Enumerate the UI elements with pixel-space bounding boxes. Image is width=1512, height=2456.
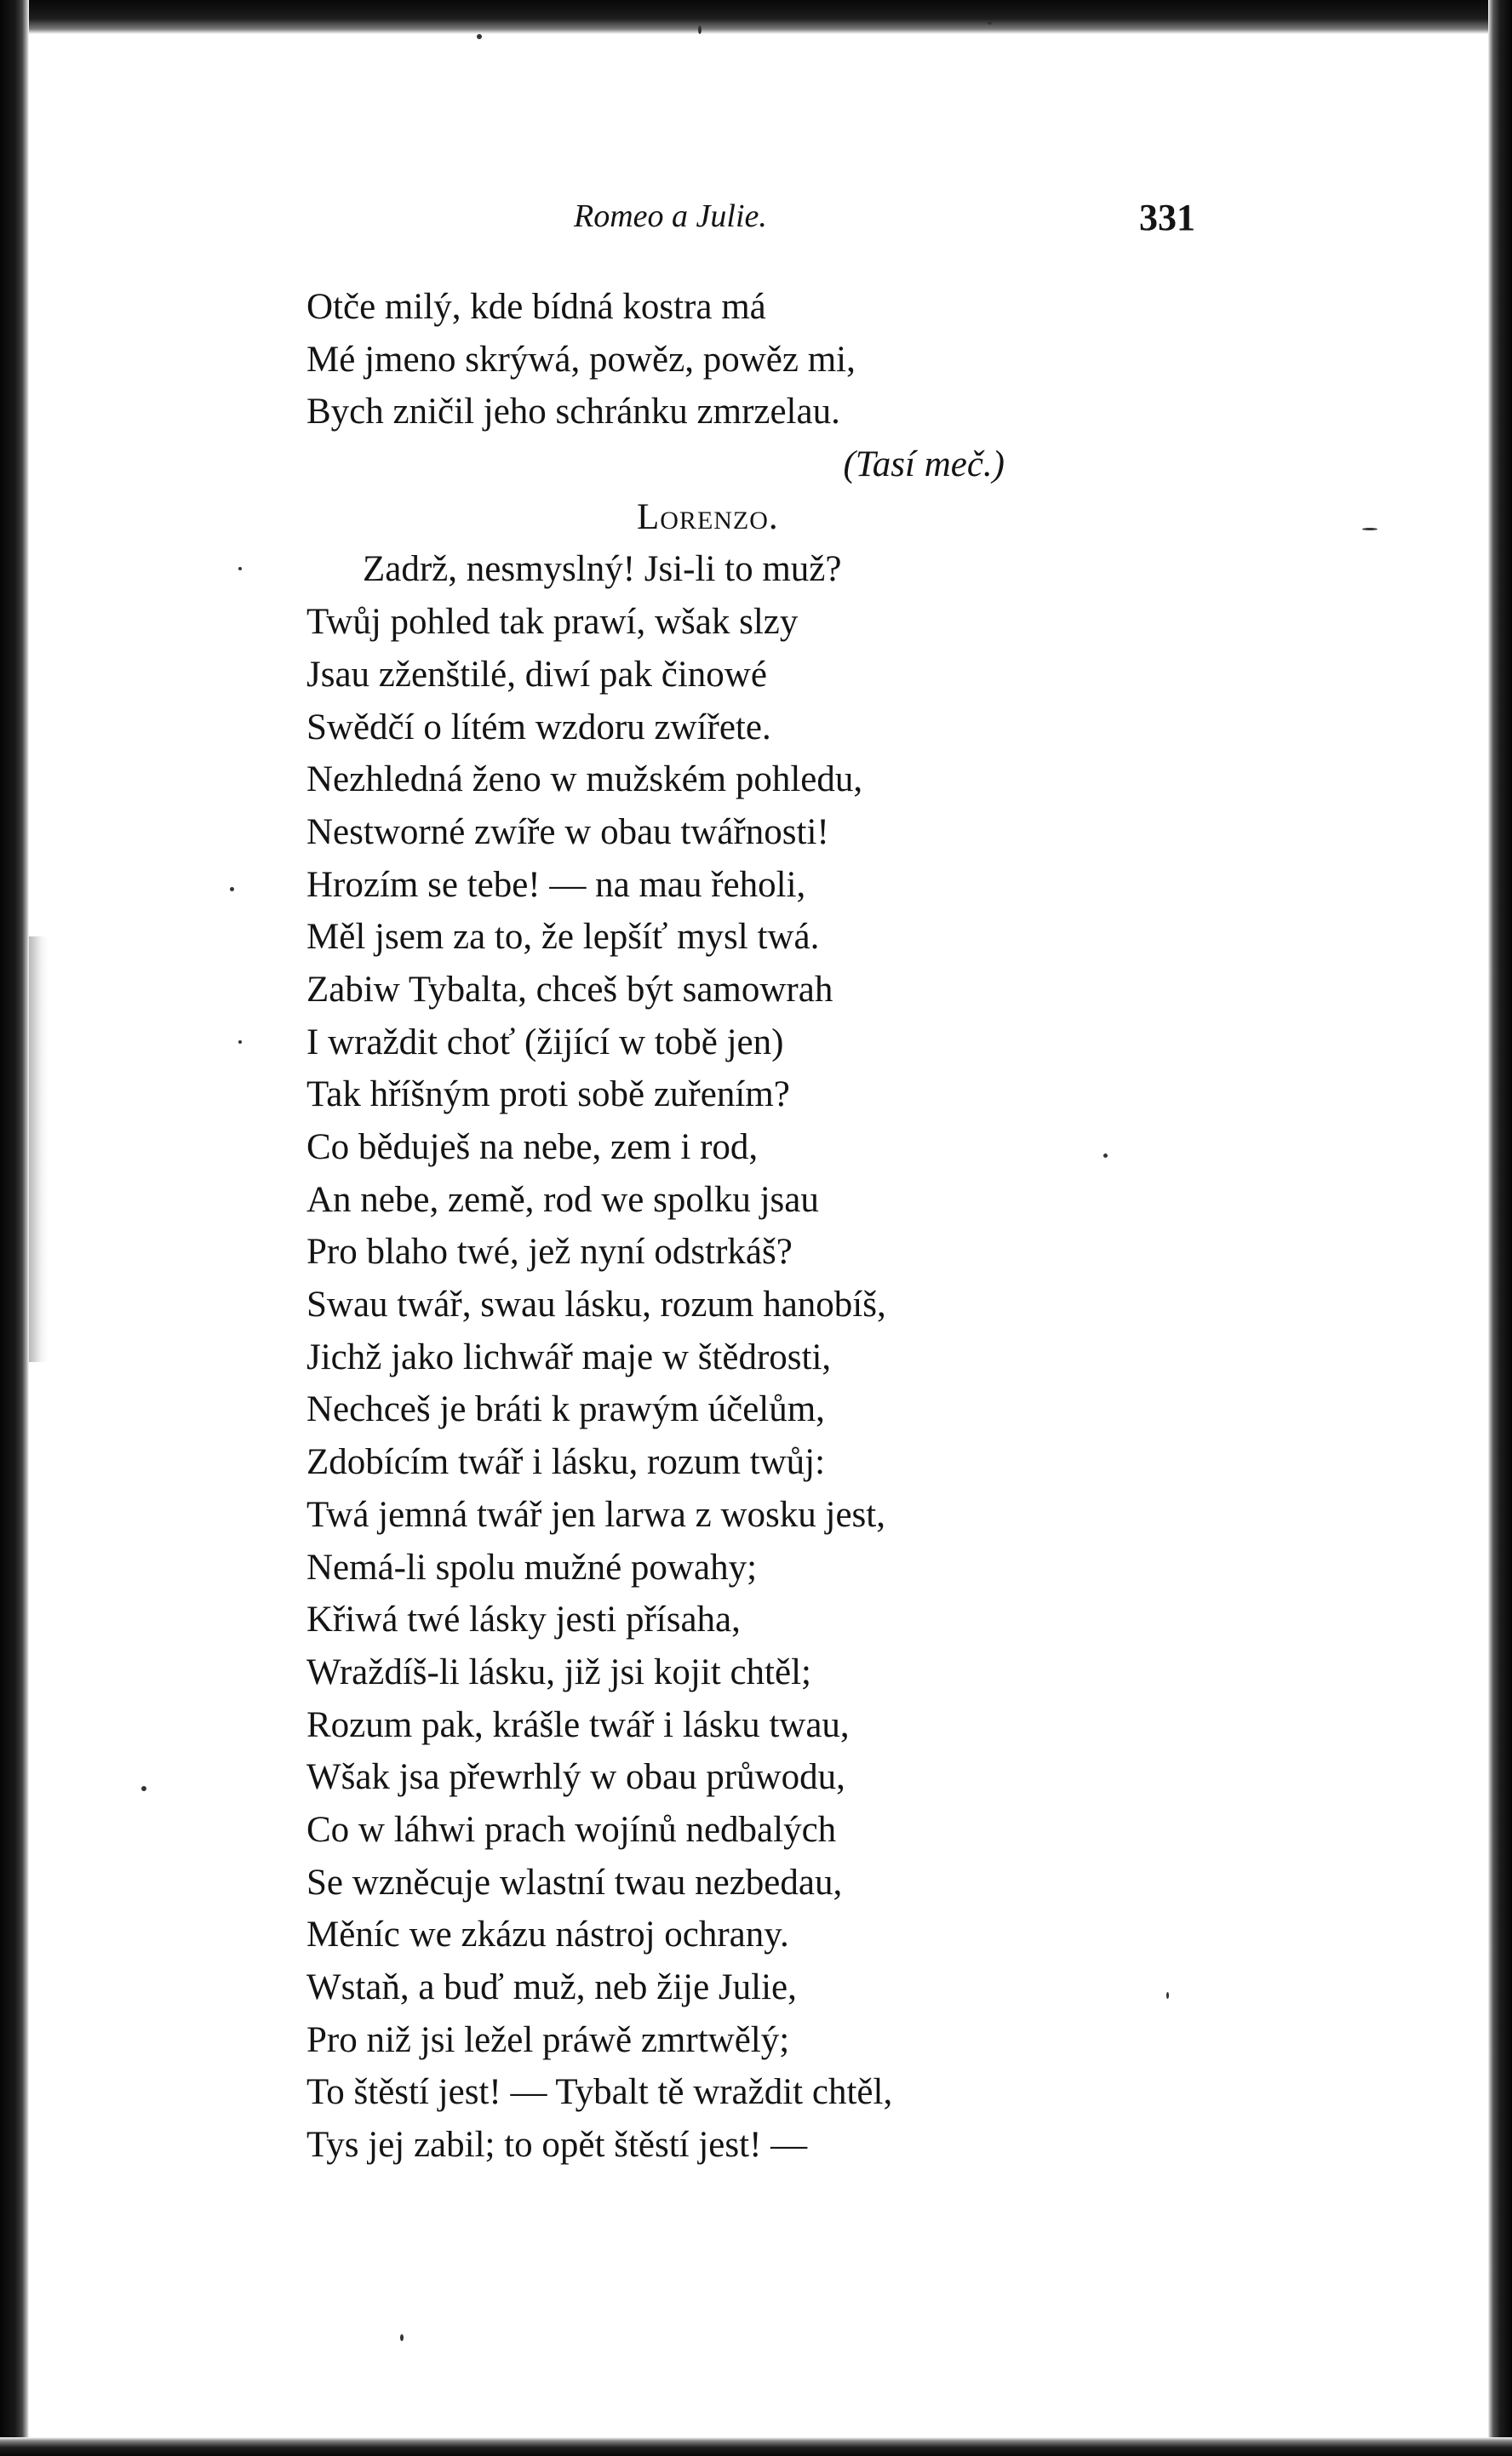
verse-line: Nestworné zwíře w obau twářnosti! [306, 811, 829, 852]
scan-border-right [1488, 0, 1512, 2456]
verse-line: Nechceš je bráti k prawým účelům, [306, 1389, 825, 1430]
verse-line: Otče milý, kde bídná kostra má [306, 287, 766, 327]
verse-line: Tak hříšným proti sobě zuřením? [306, 1074, 790, 1115]
verse-line: Zdobícím twář i lásku, rozum twůj: [306, 1442, 826, 1483]
verse-line: Tys jej zabil; to opět štěstí jest! — [306, 2125, 808, 2166]
verse-line: Swau twář, swau lásku, rozum hanobíš, [306, 1285, 886, 1325]
page-number: 331 [1139, 197, 1195, 238]
verse-line: Wraždíš-li lásku, již jsi kojit chtěl; [306, 1652, 811, 1692]
speaker-name: Lorenzo. [637, 496, 779, 537]
verse-line: Nemá-li spolu mužné powahy; [306, 1547, 758, 1588]
verse-line: Pro blaho twé, jež nyní odstrkáš? [306, 1232, 793, 1273]
verse-line: Hrozím se tebe! — na mau řeholi, [306, 864, 806, 905]
verse-line: Wstaň, a buď muž, neb žije Julie, [306, 1967, 797, 2007]
verse-line: Mé jmeno skrýwá, powěz, powěz mi, [306, 339, 856, 380]
scan-border-left [0, 0, 29, 2456]
verse-line: I wraždit choť (žijící w tobě jen) [306, 1022, 784, 1062]
verse-line: Twá jemná twář jen larwa z wosku jest, [306, 1494, 885, 1535]
scan-border-bottom [0, 2437, 1512, 2456]
verse-line: Měl jsem za to, že lepšíť mysl twá. [306, 917, 820, 958]
verse-line: Pro niž jsi ležel práwě zmrtwělý; [306, 2019, 790, 2060]
verse-line: To štěstí jest! — Tybalt tě wraždit chtěl, [306, 2072, 893, 2113]
stage-direction: (Tasí meč.) [843, 444, 1005, 485]
verse-line: Bych zničil jeho schránku zmrzelau. [306, 392, 840, 432]
verse-line: Měníc we zkázu nástroj ochrany. [306, 1915, 789, 1955]
verse-line: Twůj pohled tak prawí, wšak slzy [306, 602, 799, 643]
verse-line: Wšak jsa přewrhlý w obau průwodu, [306, 1757, 845, 1798]
running-head: Romeo a Julie. [574, 198, 767, 234]
scan-border-top [0, 0, 1512, 34]
verse-line: Nezhledná ženo w mužském pohledu, [306, 759, 863, 800]
verse-line: Zadrž, nesmyslný! Jsi-li to muž? [363, 549, 842, 590]
verse-line: Křiwá twé lásky jesti přísaha, [306, 1600, 741, 1640]
binding-shadow [29, 936, 48, 1362]
verse-line: Zabiw Tybalta, chceš být samowrah [306, 969, 833, 1010]
verse-line: Jsau zženštilé, diwí pak činowé [306, 654, 767, 695]
verse-line: Jichž jako lichwář maje w štědrosti, [306, 1337, 832, 1377]
verse-line: An nebe, země, rod we spolku jsau [306, 1179, 819, 1220]
verse-block [306, 281, 1158, 2172]
verse-line: Co w láhwi prach wojínů nedbalých [306, 1809, 837, 1850]
verse-line: Swědčí o lítém wzdoru zwířete. [306, 707, 771, 747]
verse-line: Co běduješ na nebe, zem i rod, [306, 1127, 759, 1167]
verse-line: Rozum pak, krášle twář i lásku twau, [306, 1704, 850, 1745]
verse-line: Se wzněcuje wlastní twau nezbedau, [306, 1862, 843, 1903]
